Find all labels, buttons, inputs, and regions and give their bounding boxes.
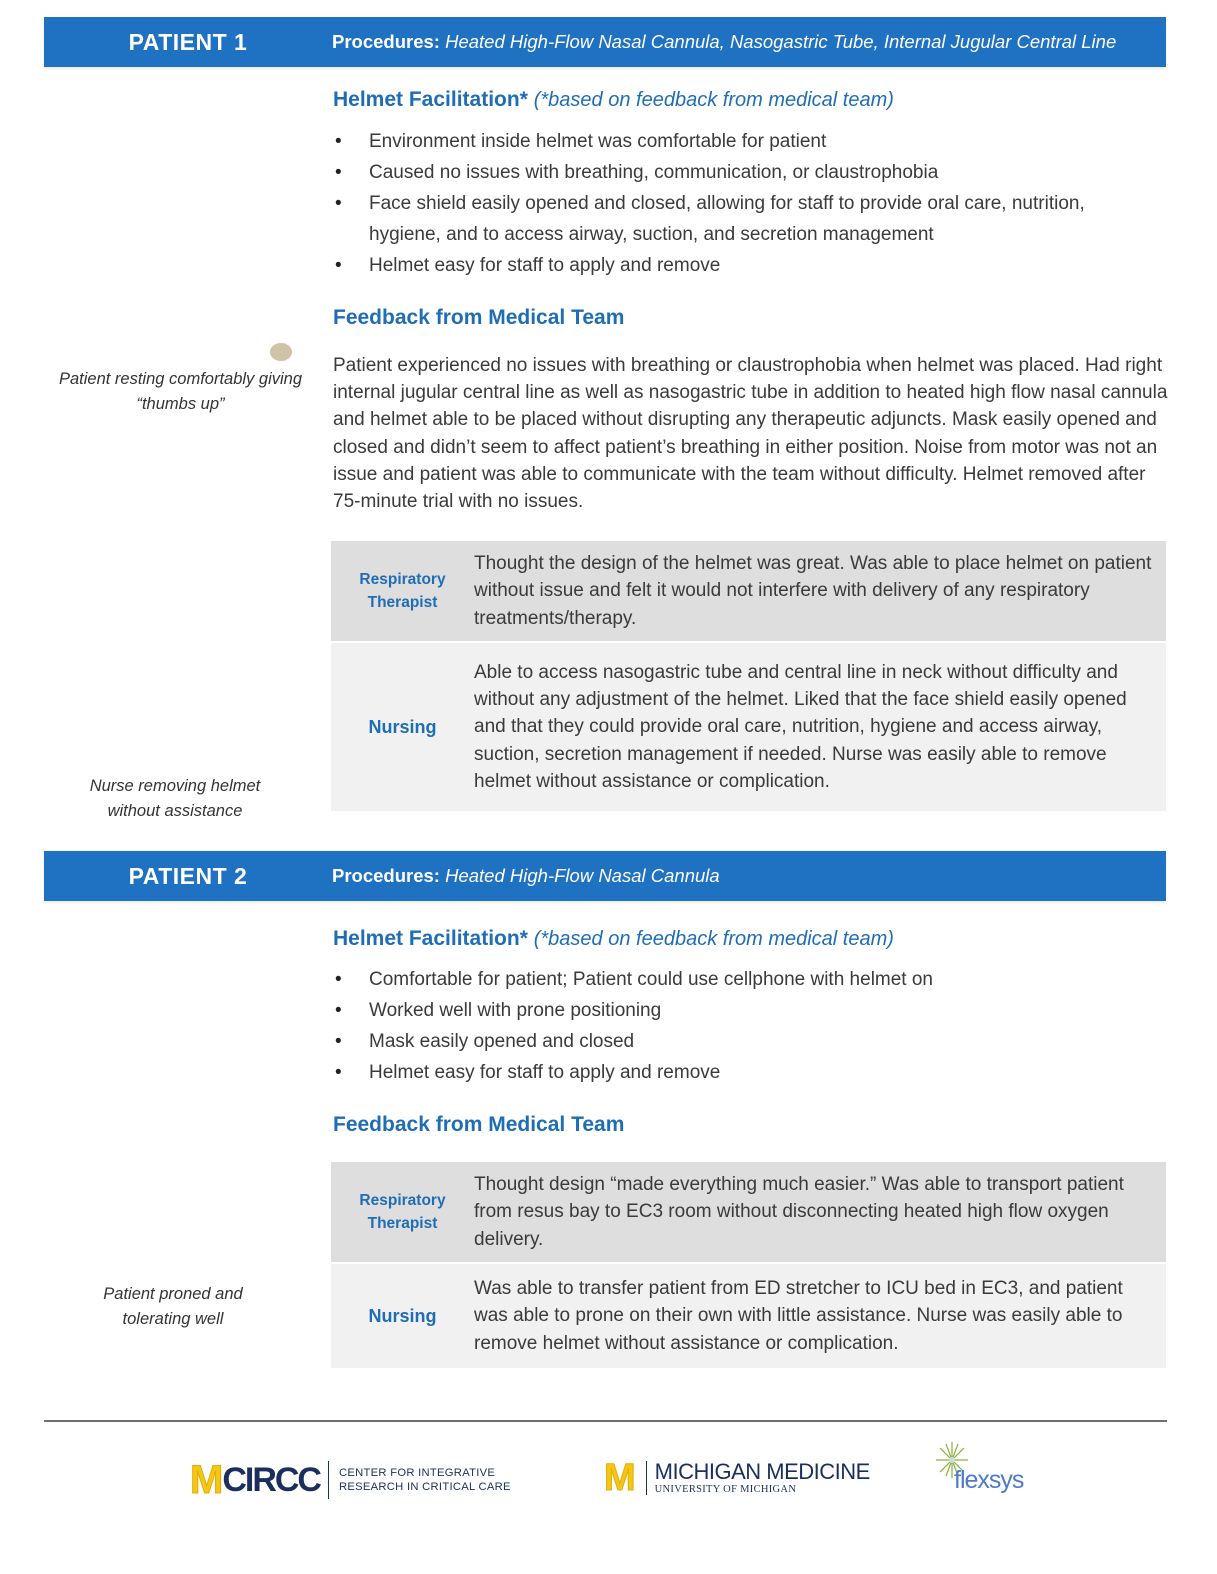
mcircc-tagline-line2: RESEARCH IN CRITICAL CARE	[339, 1481, 511, 1493]
patient2-facilitation-title: Helmet Facilitation*	[333, 927, 528, 950]
patient2-procedures	[332, 865, 720, 887]
mcircc-block-m: M	[190, 1457, 223, 1502]
list-item: • Face shield easily opened and closed, allowing for staff to provide oral care, nutrition, hygiene, and to access airway, suction, and secretion management	[333, 188, 1143, 250]
patient1-rt-text: Thought the design of the helmet was great. Was able to place helmet on patient without issue and felt it would not interfere with delivery of any respiratory treatments/therapy.	[474, 553, 1152, 629]
michigan-medicine-logo	[604, 1458, 870, 1498]
michigan-separator	[646, 1461, 647, 1495]
michigan-block-m: M	[604, 1456, 636, 1499]
mcircc-tagline-line1: CENTER FOR INTEGRATIVE	[339, 1467, 496, 1479]
patient1-header-band	[44, 17, 1166, 67]
list-item: • Helmet easy for staff to apply and remove	[333, 1057, 1143, 1088]
michigan-medicine-name: MICHIGAN MEDICINE	[654, 1459, 870, 1484]
patient1-nursing-role: Nursing	[368, 716, 437, 737]
patient2-facilitation-note: (*based on feedback from medical team)	[533, 928, 894, 950]
patient1-procedures	[332, 31, 1116, 53]
flexsys-logo	[928, 1436, 1028, 1500]
photo-fragment	[270, 343, 292, 361]
mcircc-tagline	[339, 1466, 511, 1494]
patient1-label: PATIENT 1	[128, 28, 248, 55]
patient2-label: PATIENT 2	[128, 862, 248, 889]
patient2-rt-role: Respiratory Therapist	[359, 1192, 446, 1232]
patient1-nursing-feedback-row	[331, 643, 1166, 811]
flexsys-wordmark: flexsys	[954, 1466, 1024, 1494]
list-item: • Helmet easy for staff to apply and remove	[333, 250, 1143, 281]
patient1-facilitation-heading	[333, 88, 894, 112]
patient2-facilitation-heading	[333, 927, 894, 951]
patient2-procedures-label: Procedures:	[332, 865, 440, 886]
patient1-rt-feedback-row	[331, 541, 1166, 641]
mcircc-separator	[328, 1461, 329, 1499]
patient2-nursing-text: Was able to transfer patient from ED stretcher to ICU bed in EC3, and patient was able to prone on their own with little assistance. Nurse was easily able to remove helmet without assistance or complication.	[474, 1278, 1123, 1354]
footer-divider	[44, 1420, 1167, 1422]
patient2-rt-feedback-row	[331, 1162, 1166, 1262]
patient2-procedures-value: Heated High-Flow Nasal Cannula	[445, 865, 720, 886]
mcircc-logo	[190, 1458, 511, 1502]
patient1-facilitation-list	[333, 126, 1143, 281]
michigan-university-name: UNIVERSITY OF MICHIGAN	[654, 1484, 797, 1495]
patient1-nursing-text: Able to access nasogastric tube and central line in neck without difficulty and without any adjustment of the helmet. Liked that the face shield easily opened and that they could provide oral care, nutrition, hygiene and access airway, suction, secretion management if needed. Nurse was easily able to remove helmet without assistance or complication.	[474, 661, 1127, 792]
patient1-caption-photo2: Nurse removing helmet without assistance	[89, 777, 261, 820]
patient1-feedback-heading: Feedback from Medical Team	[333, 306, 625, 329]
patient2-header-band	[44, 851, 1166, 901]
patient2-nursing-role: Nursing	[368, 1305, 437, 1326]
patient1-facilitation-title: Helmet Facilitation*	[333, 88, 528, 111]
list-item: • Environment inside helmet was comfortable for patient	[333, 126, 1143, 157]
patient1-procedures-label: Procedures:	[332, 31, 440, 52]
michigan-wordmark	[655, 1460, 870, 1496]
list-item: • Caused no issues with breathing, communication, or claustrophobia	[333, 157, 1143, 188]
patient1-facilitation-note: (*based on feedback from medical team)	[533, 89, 894, 111]
patient2-feedback-heading: Feedback from Medical Team	[333, 1113, 625, 1136]
patient2-facilitation-list	[333, 964, 1143, 1088]
patient2-caption-photo: Patient proned and tolerating well	[103, 1285, 243, 1328]
patient1-feedback-paragraph: Patient experienced no issues with breathing or claustrophobia when helmet was placed. Had right internal jugular central line as well as nasogastric tube in addition to heated high flow nasal cannula and helmet able to be placed without disrupting any therapeutic adjuncts. Mask easily opened and closed and didn’t seem to affect patient’s breathing in either position. Noise from motor was not an issue and patient was able to communicate with the team without difficulty. Helmet removed after 75-minute trial with no issues.	[333, 355, 1168, 513]
patient1-rt-role: Respiratory Therapist	[359, 571, 446, 611]
patient2-rt-text: Thought design “made everything much easier.” Was able to transport patient from resus bay to EC3 room without disconnecting heated high flow oxygen delivery.	[474, 1174, 1124, 1250]
patient2-nursing-feedback-row	[331, 1264, 1166, 1368]
patient1-procedures-value: Heated High-Flow Nasal Cannula, Nasogastric Tube, Internal Jugular Central Line	[445, 31, 1117, 52]
patient1-caption-photo1: Patient resting comfortably giving “thumbs up”	[58, 370, 303, 413]
mcircc-wordmark: CIRCC	[222, 1460, 320, 1499]
list-item: • Mask easily opened and closed	[333, 1026, 1143, 1057]
list-item: • Comfortable for patient; Patient could use cellphone with helmet on	[333, 964, 1143, 995]
list-item: • Worked well with prone positioning	[333, 995, 1143, 1026]
